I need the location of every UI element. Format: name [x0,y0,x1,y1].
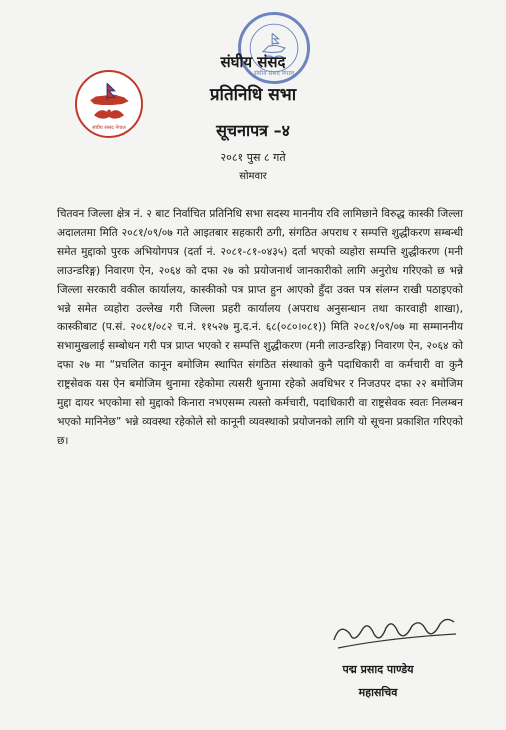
notice-paragraph: चितवन जिल्ला क्षेत्र नं. २ बाट निर्वाचित प्रतिनिधि सभा सदस्य माननीय रवि लामिछाने विरुद्ध कास्की जिल्ला अदालतमा मिति २०८१/०९/०७ गते आइतबार सहकारी ठगी, संगठित अपराध र सम्पत्ति शुद्धीकरण सम्बन्धी समेत मुद्दाको पुरक अभियोगपत्र (दर्ता नं. २०८१-८१-०४३५) दर्ता भएको व्यहोरा सम्पत्ति शुद्धीकरण (मनी लाउन्डरिङ्ग) निवारण ऐन, २०६४ को दफा २७ को प्रयोजनार्थ जानकारीको लागि अनुरोध गरिएको छ भन्ने जिल्ला सरकारी वकील कार्यालय, कास्कीको पत्र प्राप्त हुन आएको हुँदा उक्त पत्र संलग्न राखी पठाइएको भन्ने समेत व्यहोरा उल्लेख गरी जिल्ला प्रहरी कार्यालय (अपराध अनुसन्धान तथा कारवाही शाखा), कास्कीबाट (प.सं. २०८१/०८२ च.नं. ११५२७ मु.द.नं. ६८(०८०।०८१)) मिति २०८१/०९/०७ मा सम्माननीय सभामुखलाई सम्बोधन गरी पत्र प्राप्त भएको र सम्पत्ति शुद्धीकरण (मनी लाउन्डरिङ्ग) निवारण ऐन, २०६४ को दफा २७ मा “प्रचलित कानून बमोजिम स्थापित संगठित संस्थाको कुनै पदाधिकारी वा कर्मचारी वा कुनै राष्ट्रसेवक यस ऐन बमोजिम थुनामा रहेकोमा त्यसरी थुनामा रहेको अवधिभर र निजउपर दफा २२ बमोजिम मुद्दा दायर भएकोमा सो मुद्दाको किनारा नभएसम्म त्यस्तो कर्मचारी, पदाधिकारी वा राष्ट्रसेवक स्वतः निलम्बन भएको मानिनेछ” भन्ने व्यवस्था रहेकोले सो कानूनी व्यवस्थाको प्रयोजनको लागि यो सूचना प्रकाशित गरिएको छ। [57,208,463,447]
signatory-title: महासचिव [358,686,398,699]
notice-day: सोमवार [239,171,267,182]
logo-caption: संघीय संसद नेपाल [92,125,126,131]
notice-date: २०८१ पुस ८ गते [220,151,286,164]
house-name: प्रतिनिधि सभा [209,85,297,105]
official-stamp [238,12,310,84]
signatory-name: पद्म प्रसाद पाण्डेय [342,663,414,676]
signature-icon [328,600,463,660]
notice-body [57,205,463,451]
notice-title: सूचनापत्र –४ [216,121,290,140]
parliament-name: संघीय संसद [220,53,286,71]
stamp-text: संघीय संसद नेपाल [253,70,295,77]
